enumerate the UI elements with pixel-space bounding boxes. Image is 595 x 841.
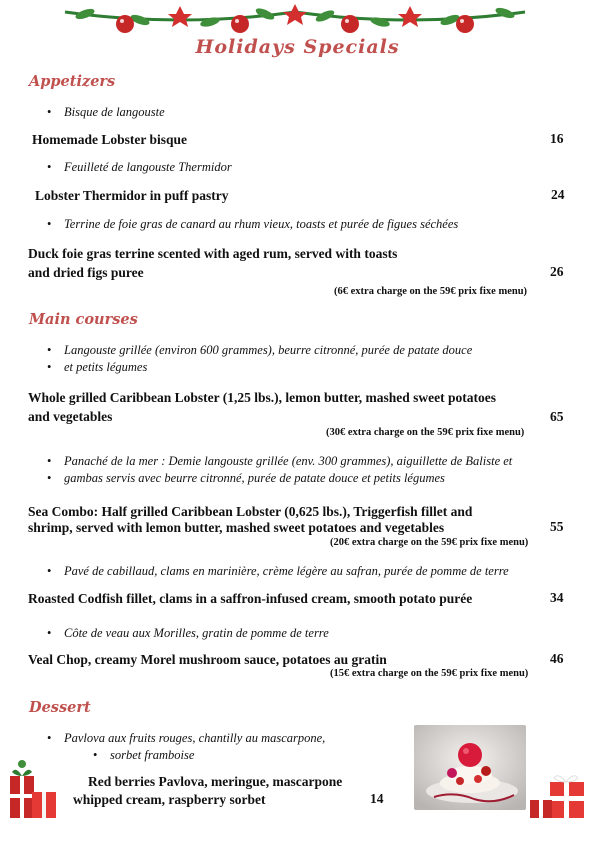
dish-french-name-cont: • sorbet framboise [110, 747, 194, 764]
dish-english-name: and dried figs puree [28, 265, 144, 280]
dish-english-name: and vegetables [28, 409, 113, 424]
dish-french-name: • Feuilleté de langouste Thermidor [64, 159, 232, 176]
dish-french-name: • Langouste grillée (environ 600 grammes), beurre citronné, purée de patate douce [64, 342, 472, 359]
dish-price: 24 [551, 187, 565, 202]
extra-charge-note: (6€ extra charge on the 59€ prix fixe menu) [334, 286, 528, 297]
extra-charge-note: (30€ extra charge on the 59€ prix fixe menu) [326, 427, 525, 438]
dish-english-name: shrimp, served with lemon butter, mashed sweet potatoes and vegetables [28, 520, 445, 535]
dish-french-name-cont: • et petits légumes [64, 359, 147, 376]
section-title-appetizers: Appetizers [29, 73, 116, 90]
dish-english-name: Homemade Lobster bisque [32, 132, 188, 147]
dish-french-name-cont: • gambas servis avec beurre citronné, purée de patate douce et petits légumes [64, 470, 445, 487]
dish-english-name: Lobster Thermidor in puff pastry [35, 188, 229, 203]
dish-price: 16 [550, 131, 564, 146]
dish-price: 14 [370, 791, 384, 806]
gift-box-icon [528, 770, 588, 820]
dish-french-name: • Pavlova aux fruits rouges, chantilly au mascarpone, [64, 730, 325, 747]
dish-english-name: Red berries Pavlova, meringue, mascarpone [88, 774, 343, 789]
dish-price: 26 [550, 264, 564, 279]
dish-french-name: • Côte de veau aux Morilles, gratin de pomme de terre [64, 625, 329, 642]
extra-charge-note: (20€ extra charge on the 59€ prix fixe menu) [330, 537, 529, 548]
dish-english-name: Roasted Codfish fillet, clams in a saffron-infused cream, smooth potato purée [28, 591, 473, 606]
dish-french-name: • Panaché de la mer : Demie langouste grillée (env. 300 grammes), aiguillette de Baliste et [64, 453, 512, 470]
dish-french-name: • Pavé de cabillaud, clams en marinière, crème légère au safran, purée de pomme de terre [64, 563, 509, 580]
dish-english-name: Whole grilled Caribbean Lobster (1,25 lbs.), lemon butter, mashed sweet potatoes [28, 390, 496, 405]
dish-price: 55 [550, 519, 564, 534]
dish-english-name: Duck foie gras terrine scented with aged rum, served with toasts [28, 246, 398, 261]
gift-box-icon [6, 758, 58, 820]
dish-french-name: • Terrine de foie gras de canard au rhum vieux, toasts et purée de figues séchées [64, 216, 458, 233]
dish-english-name: Sea Combo: Half grilled Caribbean Lobster (0,625 lbs.), Triggerfish fillet and [28, 504, 473, 519]
section-title-dessert: Dessert [29, 699, 91, 716]
dish-price: 65 [550, 409, 564, 424]
page-title: Holidays Specials [195, 36, 400, 58]
dish-price: 46 [550, 651, 564, 666]
dish-price: 34 [550, 590, 564, 605]
dish-french-name: • Bisque de langouste [64, 104, 165, 121]
section-title-main-courses: Main courses [29, 311, 138, 328]
pavlova-photo [414, 725, 526, 810]
extra-charge-note: (15€ extra charge on the 59€ prix fixe menu) [330, 668, 529, 679]
dish-english-name: whipped cream, raspberry sorbet [73, 792, 266, 807]
dish-english-name: Veal Chop, creamy Morel mushroom sauce, potatoes au gratin [28, 652, 387, 667]
